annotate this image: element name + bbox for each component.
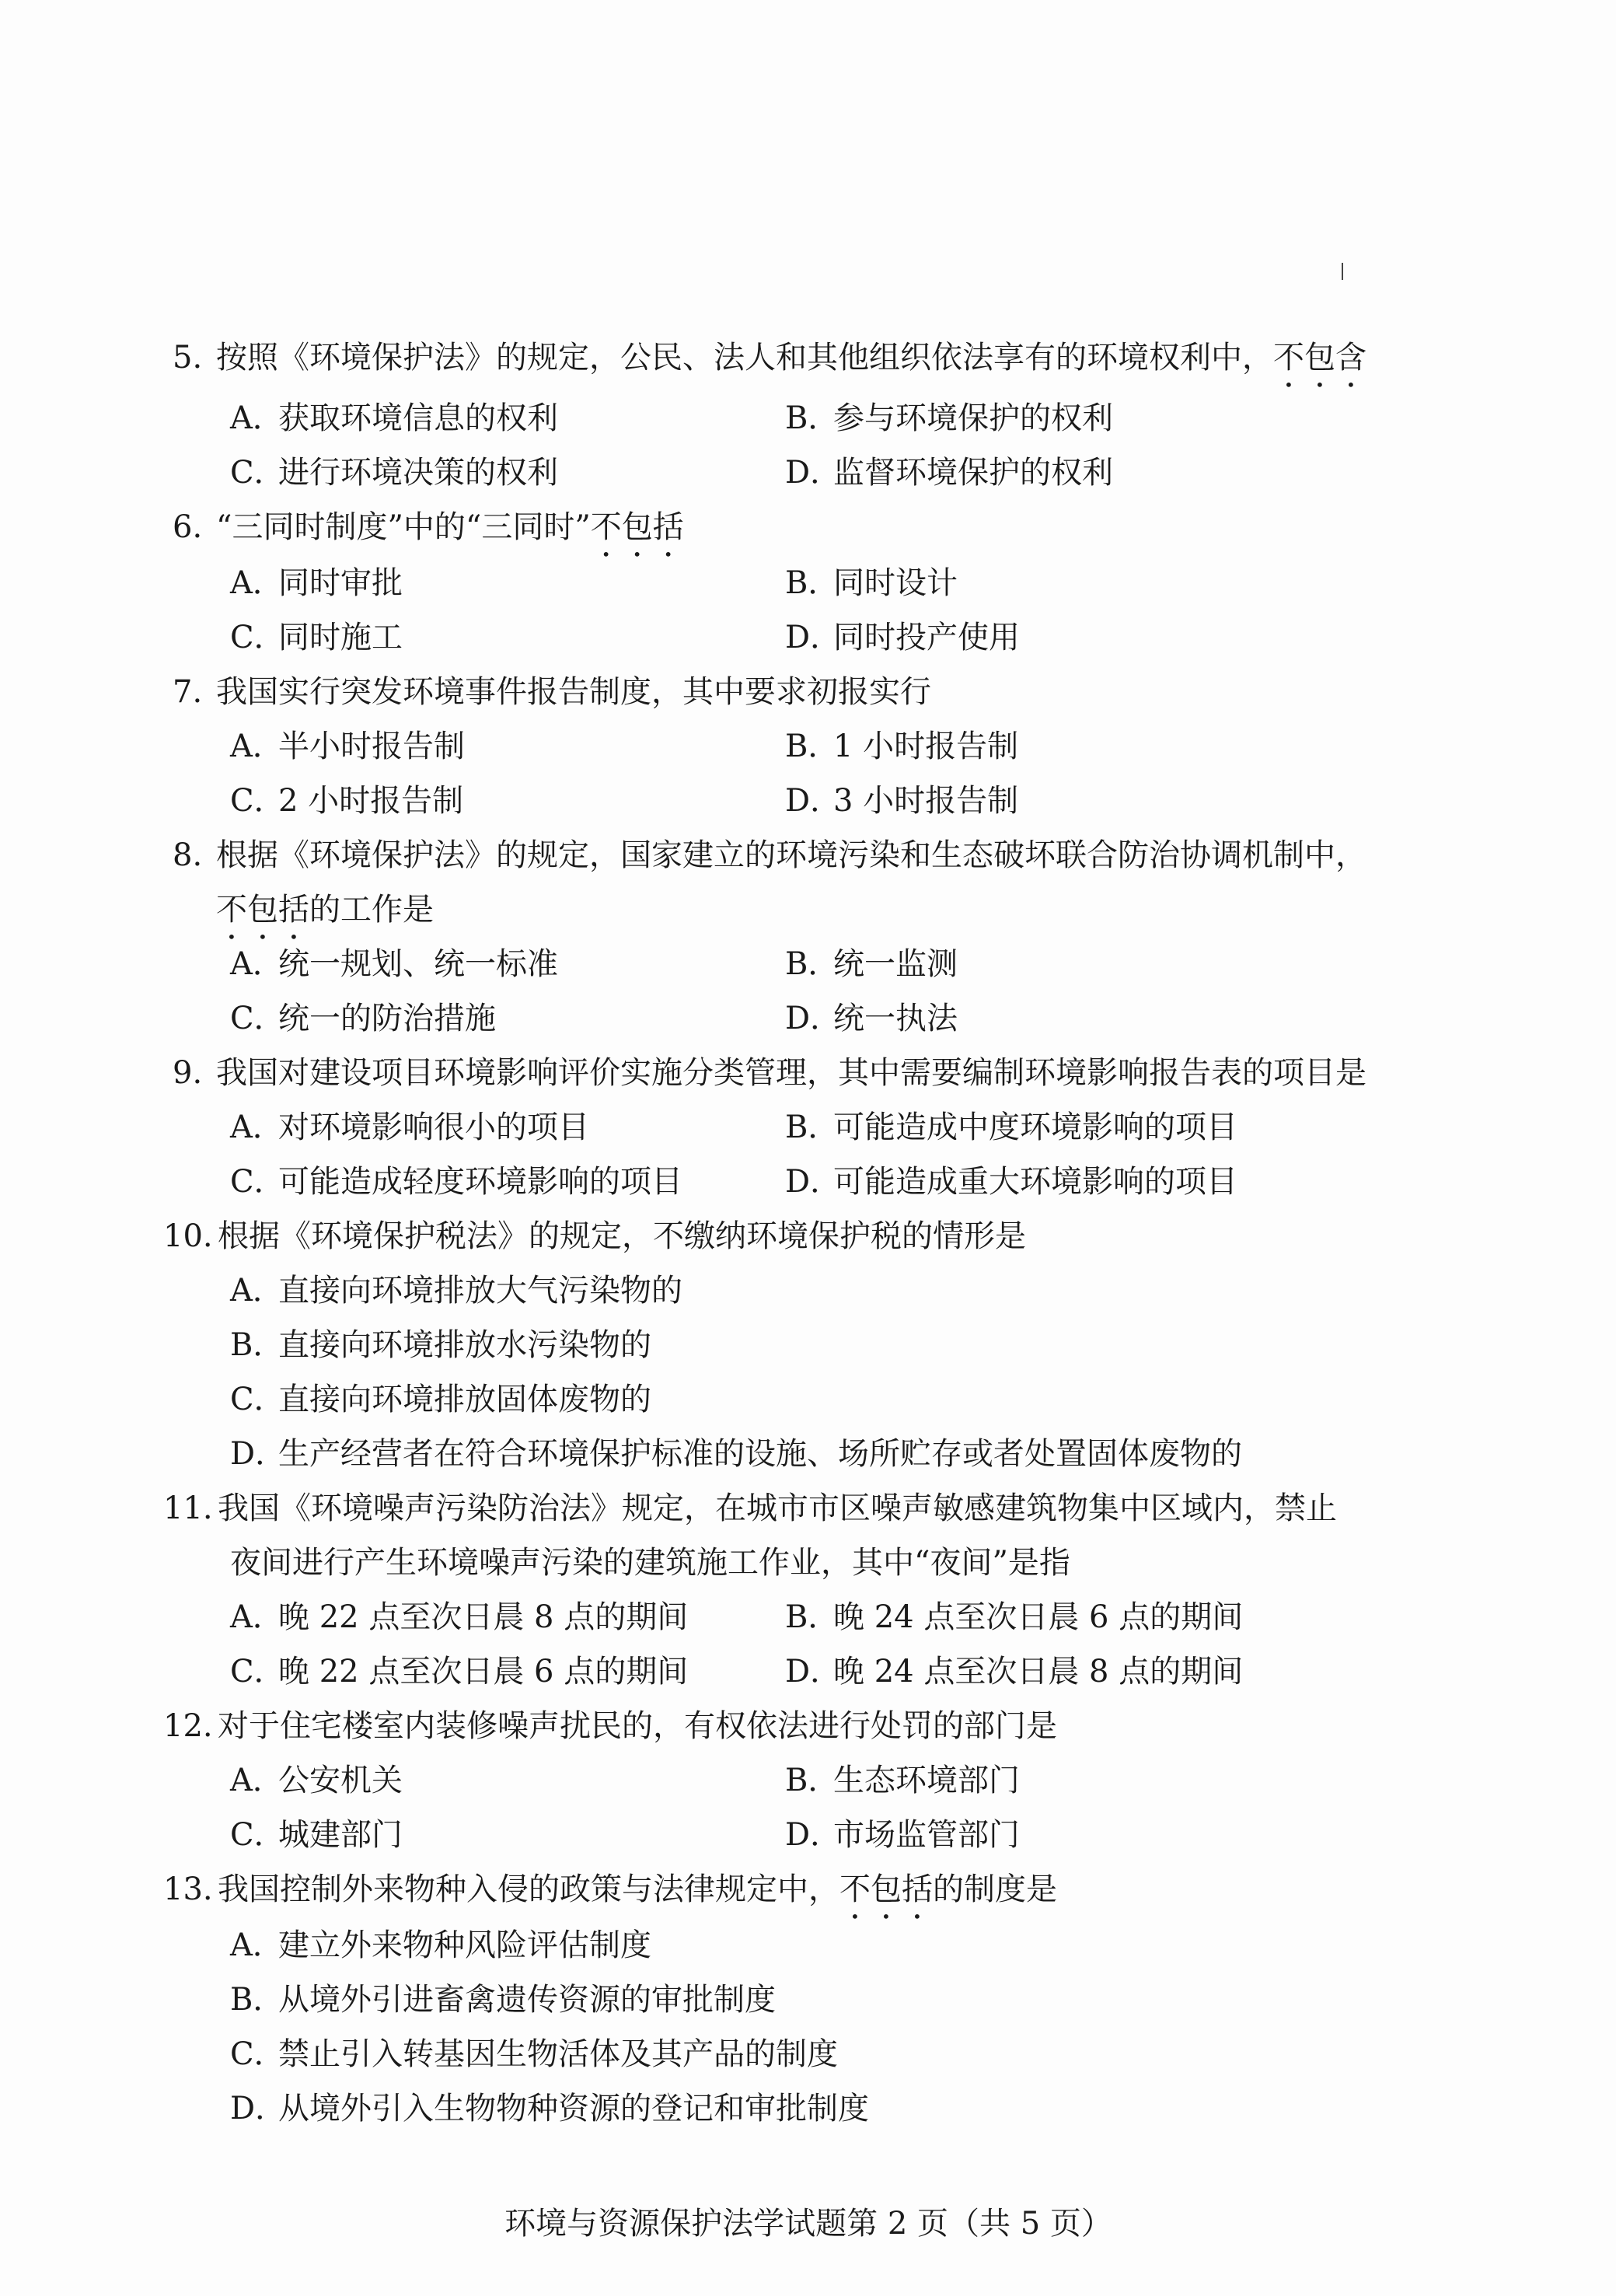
- question-6-option-a: A．同时审批: [230, 565, 403, 601]
- question-13-option-a: A．建立外来物种风险评估制度: [230, 1927, 651, 1963]
- question-6-option-d: D．同时投产使用: [785, 620, 1020, 655]
- question-9-option-a: A．对环境影响很小的项目: [230, 1110, 589, 1145]
- question-13-option-d: D．从境外引入生物物种资源的登记和审批制度: [230, 2091, 869, 2127]
- question-8-option-c: C．统一的防治措施: [230, 1001, 496, 1036]
- question-11-stem-continued: 夜间进行产生环境噪声污染的建筑施工作业，其中“夜间”是指: [230, 1545, 1070, 1581]
- question-11-option-b: B．晚 24 点至次日晨 6 点的期间: [785, 1599, 1244, 1635]
- question-11-stem: 11. 我国《环境噪声污染防治法》规定，在城市市区噪声敏感建筑物集中区域内，禁止: [163, 1490, 1337, 1526]
- question-11-option-d: D．晚 24 点至次日晨 8 点的期间: [785, 1654, 1244, 1690]
- question-11-option-c: C．晚 22 点至次日晨 6 点的期间: [230, 1654, 689, 1690]
- question-9-stem: 9. 我国对建设项目环境影响评价实施分类管理，其中需要编制环境影响报告表的项目是: [173, 1055, 1366, 1091]
- question-5-option-a: A．获取环境信息的权利: [230, 400, 558, 436]
- question-5-stem: 5. 按照《环境保护法》的规定，公民、法人和其他组织依法享有的环境权利中，不包含: [173, 340, 1366, 376]
- page-footer: 环境与资源保护法学试题第 2 页（共 5 页）: [504, 2206, 1112, 2242]
- question-9-option-b: B．可能造成中度环境影响的项目: [785, 1110, 1237, 1145]
- question-9-option-c: C．可能造成轻度环境影响的项目: [230, 1164, 682, 1200]
- question-7-option-a: A．半小时报告制: [230, 729, 465, 764]
- question-10-stem: 10. 根据《环境保护税法》的规定，不缴纳环境保护税的情形是: [163, 1218, 1026, 1254]
- question-13-option-b: B．从境外引进畜禽遗传资源的审批制度: [230, 1982, 776, 2018]
- question-11-option-a: A．晚 22 点至次日晨 8 点的期间: [230, 1599, 689, 1635]
- question-12-option-c: C．城建部门: [230, 1817, 403, 1853]
- question-8-option-d: D．统一执法: [785, 1001, 958, 1036]
- question-6-stem: 6. “三同时制度”中的“三同时”不包括: [173, 509, 684, 545]
- question-10-option-d: D．生产经营者在符合环境保护标准的设施、场所贮存或者处置固体废物的: [230, 1436, 1242, 1472]
- question-12-stem: 12. 对于住宅楼室内装修噪声扰民的，有权依法进行处罚的部门是: [163, 1708, 1057, 1744]
- question-8-option-b: B．统一监测: [785, 946, 958, 982]
- question-7-stem: 7. 我国实行突发环境事件报告制度，其中要求初报实行: [173, 674, 931, 710]
- question-9-option-d: D．可能造成重大环境影响的项目: [785, 1164, 1237, 1200]
- question-10-option-a: A．直接向环境排放大气污染物的: [230, 1273, 682, 1309]
- question-13-option-c: C．禁止引入转基因生物活体及其产品的制度: [230, 2036, 838, 2072]
- question-7-option-b: B．1 小时报告制: [785, 729, 1019, 764]
- question-5-option-d: D．监督环境保护的权利: [785, 455, 1113, 491]
- question-6-option-c: C．同时施工: [230, 620, 403, 655]
- question-12-option-a: A．公安机关: [230, 1763, 403, 1798]
- question-10-option-b: B．直接向环境排放水污染物的: [230, 1327, 651, 1363]
- question-7-option-d: D．3 小时报告制: [785, 783, 1019, 819]
- question-8-option-a: A．统一规划、统一标准: [230, 946, 558, 982]
- question-8-stem-continued: 不包括的工作是: [216, 892, 434, 928]
- question-10-option-c: C．直接向环境排放固体废物的: [230, 1382, 651, 1417]
- question-5-option-c: C．进行环境决策的权利: [230, 455, 558, 491]
- question-8-stem: 8. 根据《环境保护法》的规定，国家建立的环境污染和生态破坏联合防治协调机制中，: [173, 837, 1366, 873]
- question-5-option-b: B．参与环境保护的权利: [785, 400, 1113, 436]
- question-12-option-d: D．市场监管部门: [785, 1817, 1020, 1853]
- question-6-option-b: B．同时设计: [785, 565, 958, 601]
- question-13-stem: 13. 我国控制外来物种入侵的政策与法律规定中，不包括的制度是: [163, 1871, 1057, 1907]
- question-12-option-b: B．生态环境部门: [785, 1763, 1020, 1798]
- scan-mark: [1342, 263, 1343, 280]
- question-7-option-c: C．2 小时报告制: [230, 783, 464, 819]
